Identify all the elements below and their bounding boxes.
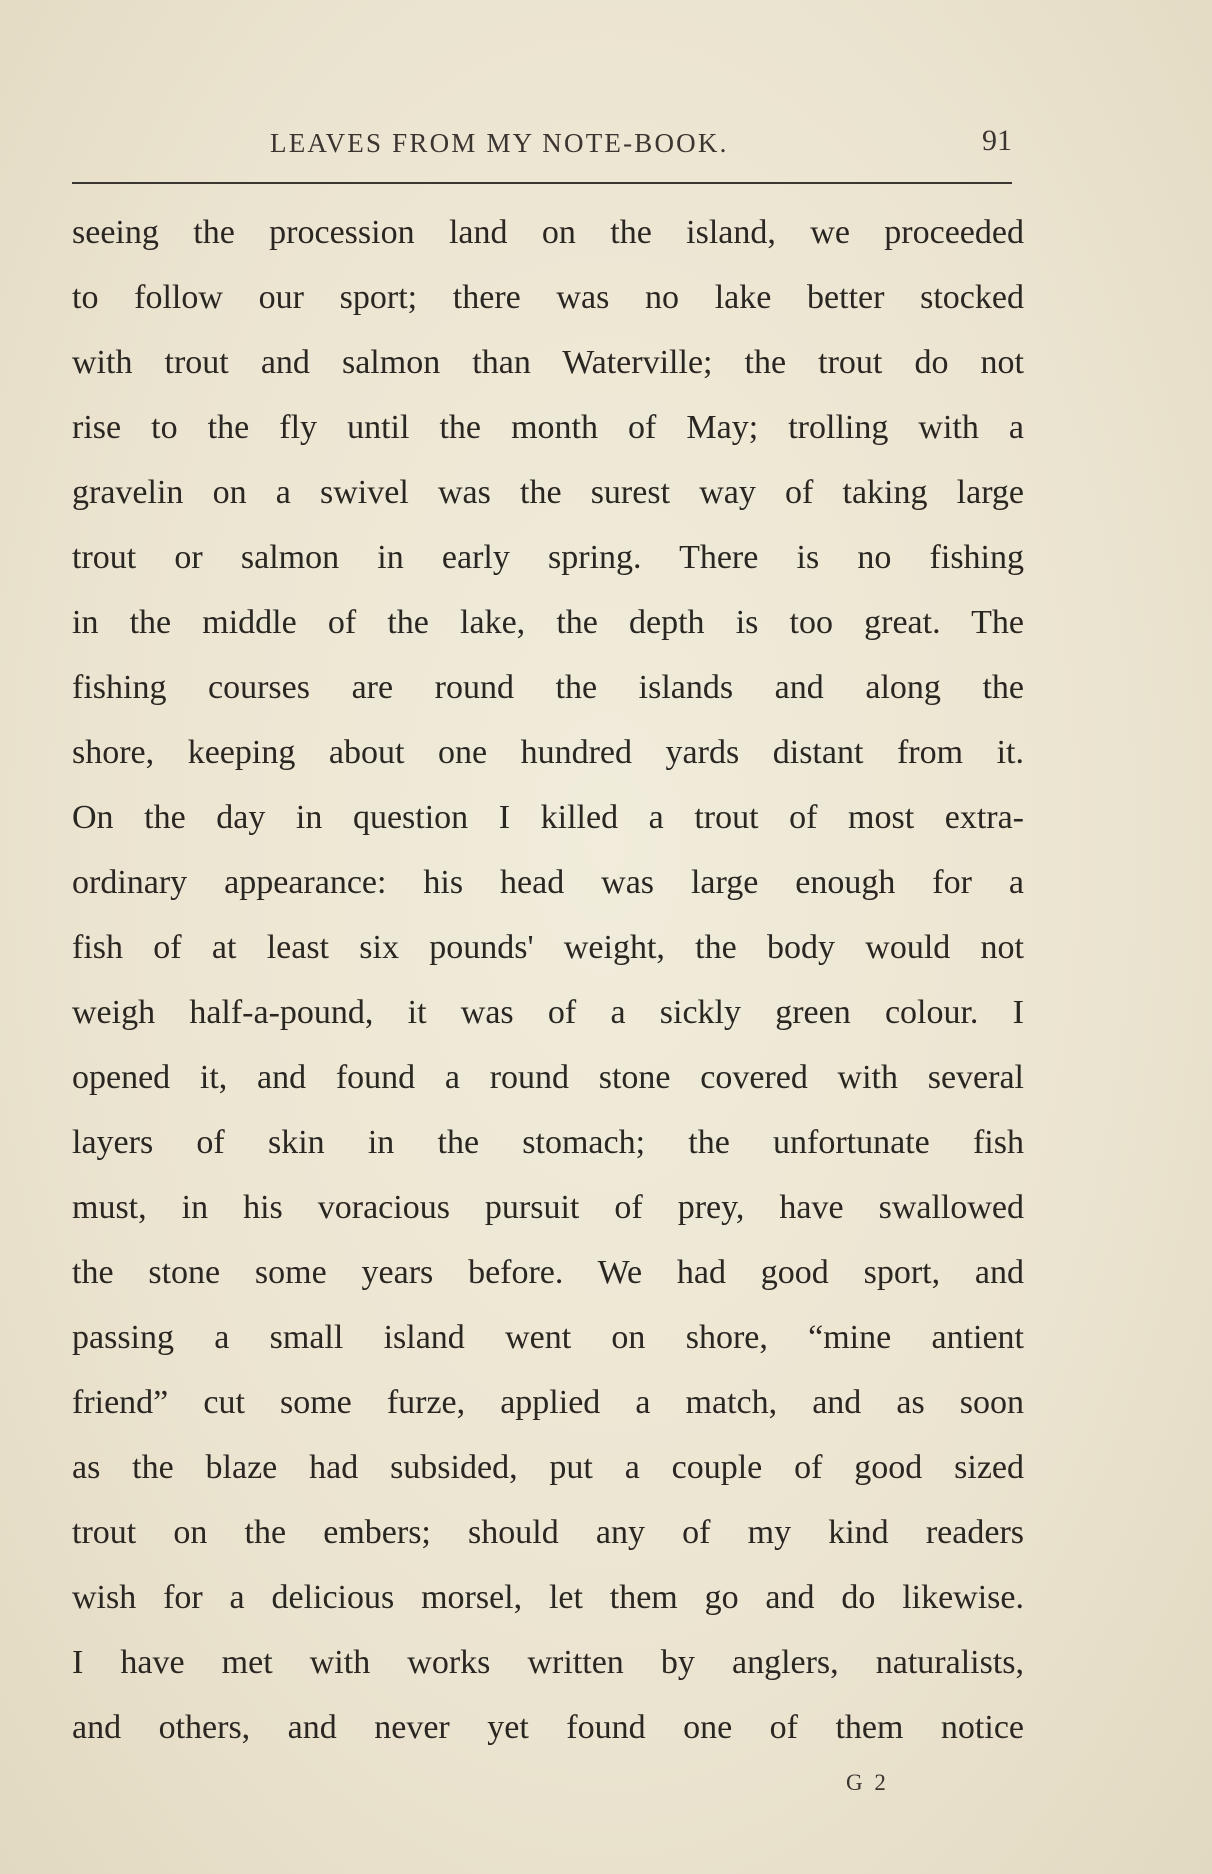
body-text	[72, 200, 1024, 1760]
text-line: as the blaze had subsided, put a couple of good sized	[72, 1449, 1024, 1486]
text-line: trout on the embers; should any of my kind readers	[72, 1514, 1024, 1551]
text-line: On the day in question I killed a trout of most extra-	[72, 799, 1024, 836]
text-line: shore, keeping about one hundred yards distant from it.	[72, 734, 1024, 771]
text-line: friend” cut some furze, applied a match, and as soon	[72, 1384, 1024, 1421]
text-line: fishing courses are round the islands and along the	[72, 669, 1024, 706]
text-line: weigh half-a-pound, it was of a sickly green colour. I	[72, 994, 1024, 1031]
text-line: in the middle of the lake, the depth is too great. The	[72, 604, 1024, 641]
text-line: seeing the procession land on the island, we proceeded	[72, 214, 1024, 251]
text-line: with trout and salmon than Waterville; the trout do not	[72, 344, 1024, 381]
text-line: to follow our sport; there was no lake better stocked	[72, 279, 1024, 316]
text-line: I have met with works written by anglers, naturalists,	[72, 1644, 1024, 1681]
text-line: rise to the fly until the month of May; trolling with a	[72, 409, 1024, 446]
signature-mark: G 2	[846, 1770, 889, 1795]
running-title: LEAVES FROM MY NOTE-BOOK.	[270, 128, 729, 158]
page-number: 91	[982, 124, 1012, 157]
running-head	[72, 122, 1012, 162]
text-line: must, in his voracious pursuit of prey, have swallowed	[72, 1189, 1024, 1226]
text-line: ordinary appearance: his head was large enough for a	[72, 864, 1024, 901]
text-line: layers of skin in the stomach; the unfortunate fish	[72, 1124, 1024, 1161]
header-rule	[72, 182, 1012, 184]
text-line: and others, and never yet found one of them notice	[72, 1709, 1024, 1746]
text-line: fish of at least six pounds' weight, the body would not	[72, 929, 1024, 966]
text-line: opened it, and found a round stone covered with several	[72, 1059, 1024, 1096]
text-line: wish for a delicious morsel, let them go and do likewise.	[72, 1579, 1024, 1616]
text-line: trout or salmon in early spring. There is no fishing	[72, 539, 1024, 576]
text-line: gravelin on a swivel was the surest way of taking large	[72, 474, 1024, 511]
text-line: passing a small island went on shore, “mine antient	[72, 1319, 1024, 1356]
text-line: the stone some years before. We had good sport, and	[72, 1254, 1024, 1291]
